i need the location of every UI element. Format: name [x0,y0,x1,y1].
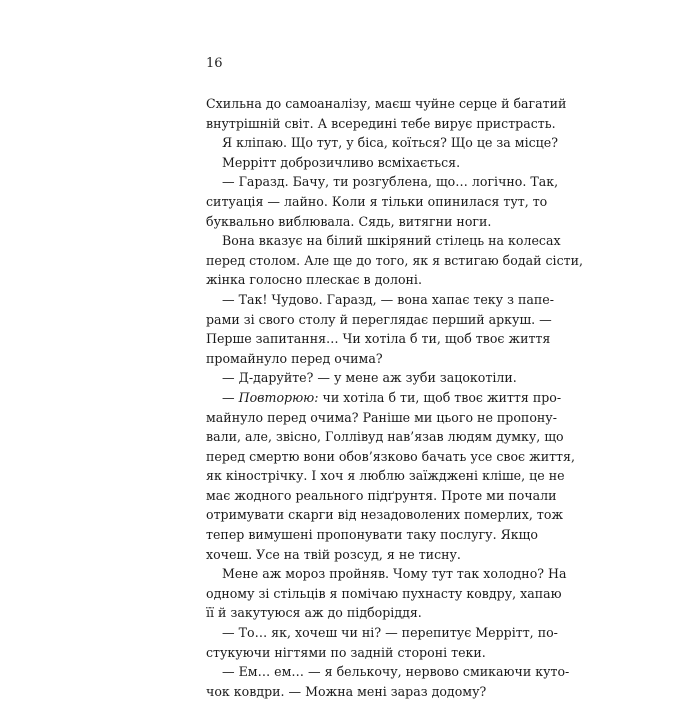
text-line: — Гаразд. Бачу, ти розгублена, що… логічно. Так, [222,174,559,190]
text-line: має жодного реального підґрунтя. Проте ми почали [206,487,557,503]
text-line: отримувати скарги від незадоволених померлих, тож [206,507,564,523]
text-line: хочеш. Усе на твій розсуд, я не тисну. [206,546,461,562]
italic-emphasis: Повторюю: [238,389,319,405]
page-number: 16 [206,56,223,71]
text-line: внутрішній світ. А всередині тебе вирує пристрасть. [206,115,556,131]
text-line: Я кліпаю. Що тут, у біса, коїться? Що це за місце? [222,135,558,151]
text-line: вали, але, звісно, Голлівуд нав’язав людям думку, що [206,429,564,445]
text-line: рами зі свого столу й переглядає перший аркуш. — [206,311,552,327]
text-line: як кінострічку. І хоч я люблю заїжджені кліше, це не [206,468,565,484]
text-line: ситуація — лайно. Коли я тільки опинилася тут, то [206,193,548,209]
text-line: чок ковдри. — Можна мені зараз додому? [206,683,487,699]
text-line: буквально виблювала. Сядь, витягни ноги. [206,213,492,229]
text-line: Схильна до самоаналізу, маєш чуйне серце й багатий [206,96,567,111]
text-line: жінка голосно плескає в долоні. [206,272,422,288]
text-line: перед смертю вони обов’язково бачать усе своє життя, [206,448,575,464]
text-line: Вона вказує на білий шкіряний стілець на колесах [222,233,561,249]
text-line: Меррітт доброзичливо всміхається. [222,154,461,170]
body-text [206,94,584,701]
text-line: одному зі стільців я помічаю пухнасту ковдру, хапаю [206,585,562,601]
text-line: перед столом. Але ще до того, як я встигаю бодай сісти, [206,252,584,268]
text-line: тепер вимушені пропонувати таку послугу. Якщо [206,527,538,543]
text-line: промайнуло перед очима? [206,350,383,366]
text-line: майнуло перед очима? Раніше ми цього не пропону- [206,409,557,425]
text-line-content: чи хотіла б ти, щоб твоє життя про- [322,389,562,405]
text-line: її й закутуюся аж до підборіддя. [206,605,422,621]
text-line: — Так! Чудово. Гаразд, — вона хапає теку з папе- [222,291,554,307]
text-line: — Ем… ем… — я белькочу, нервово смикаючи куто- [222,664,570,680]
text-line: — Повторюю: чи хотіла б ти, щоб твоє життя про- [222,389,562,405]
text-line: Перше запитання… Чи хотіла б ти, щоб твоє життя [206,331,551,347]
text-line: Мене аж мороз пройняв. Чому тут так холодно? На [222,566,567,582]
text-line: — Д-даруйте? — у мене аж зуби зацокотіли. [222,370,517,386]
text-line: стукуючи нігтями по задній стороні теки. [206,644,486,660]
text-line: — То… як, хочеш чи ні? — перепитує Меррітт, по- [222,625,558,641]
